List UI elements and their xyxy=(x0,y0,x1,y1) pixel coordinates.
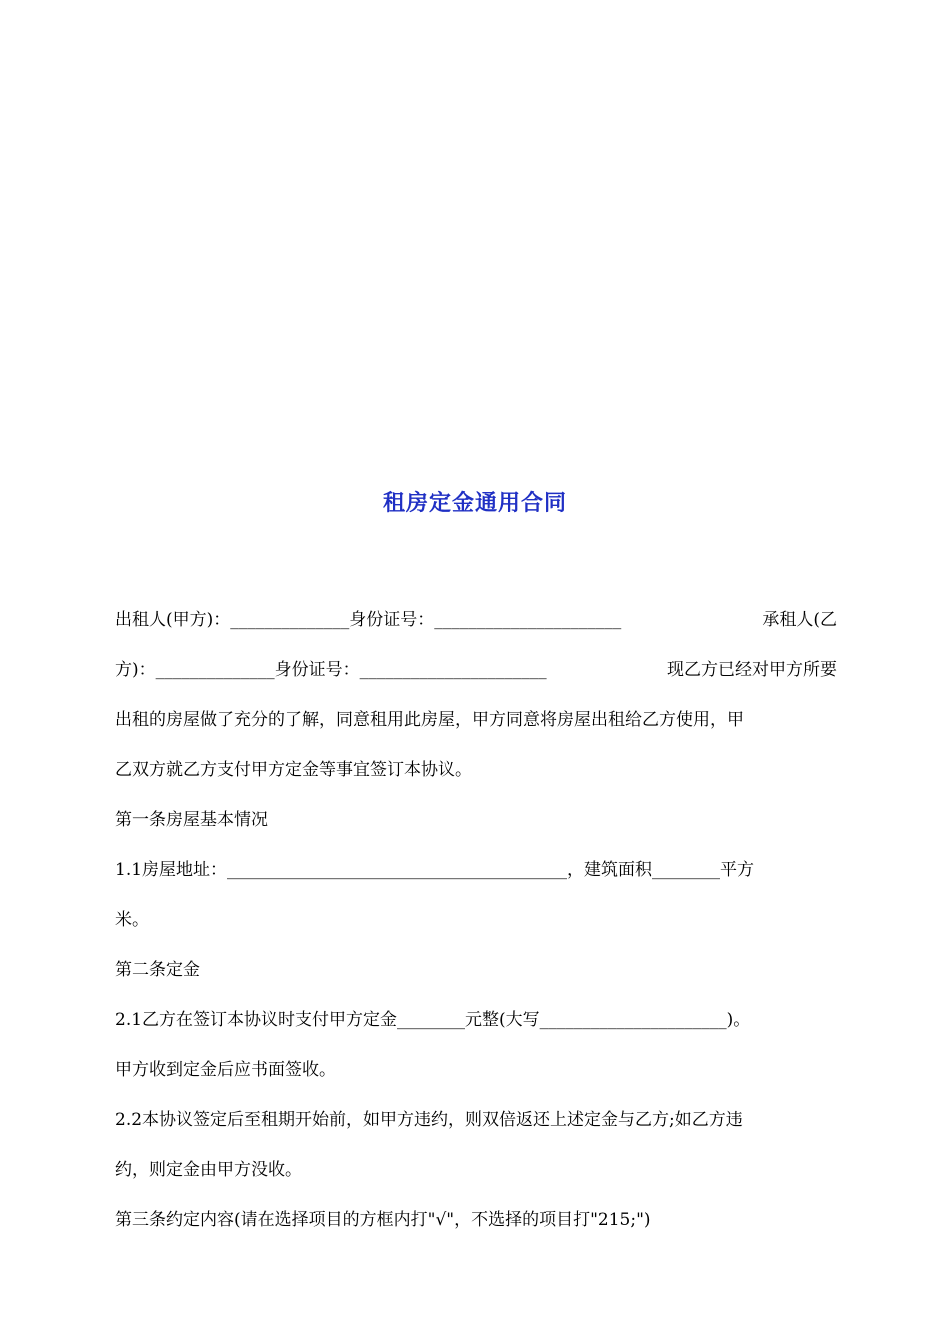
text-line-6: 1.1房屋地址：________________________________________，建筑面积________平方 xyxy=(115,860,755,880)
text-line-11: 2.2本协议签定后至租期开始前，如甲方违约，则双倍返还上述定金与乙方;如乙方违 xyxy=(115,1110,743,1130)
line-2-part-2: 现乙方已经对甲方所要 xyxy=(667,660,837,680)
document-body xyxy=(115,600,837,1250)
text-line-4: 乙双方就乙方支付甲方定金等事宜签订本协议。 xyxy=(115,760,472,780)
document-title: 租房定金通用合同 xyxy=(382,491,567,516)
line-2-part-1: 方)：______________身份证号：______________________ xyxy=(115,660,547,680)
text-line-9: 2.1乙方在签订本协议时支付甲方定金________元整(大写______________________)。 xyxy=(115,1010,751,1030)
text-line-1 xyxy=(115,600,837,650)
section-heading-2: 第二条定金 xyxy=(115,960,200,980)
text-line-10: 甲方收到定金后应书面签收。 xyxy=(115,1060,336,1080)
text-line-7: 米。 xyxy=(115,910,149,930)
line-1-part-1: 出租人(甲方)：______________身份证号：______________________ xyxy=(115,610,622,630)
line-1-part-2: 承租人(乙 xyxy=(762,610,837,630)
section-heading-3: 第三条约定内容(请在选择项目的方框内打"√"，不选择的项目打"215;") xyxy=(115,1210,651,1230)
text-line-3: 出租的房屋做了充分的了解，同意租用此房屋，甲方同意将房屋出租给乙方使用，甲 xyxy=(115,710,744,730)
text-line-2 xyxy=(115,650,837,700)
section-heading-1: 第一条房屋基本情况 xyxy=(115,810,268,830)
text-line-12: 约，则定金由甲方没收。 xyxy=(115,1160,302,1180)
